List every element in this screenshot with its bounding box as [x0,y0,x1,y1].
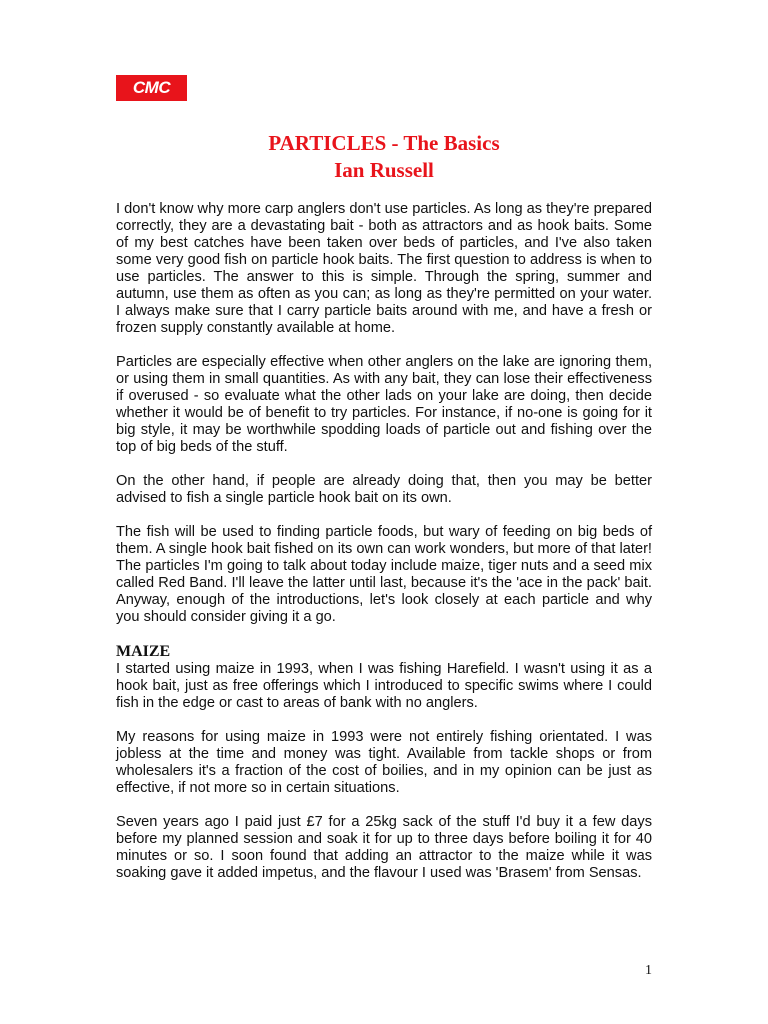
article-author: Ian Russell [334,158,434,182]
paragraph: Seven years ago I paid just £7 for a 25kg sack of the stuff I'd buy it a few days before my planned session and soak it for up to three days before boiling it for 40 minutes or so. I soon found that adding an attractor to the maize while it was soaking gave it added impetus, and the flavour I used was 'Brasem' from Sensas. [116,814,652,881]
paragraph: The fish will be used to finding particle foods, but wary of feeding on big beds of them. A single hook bait fished on its own can work wonders, but more of that later! The particles I'm going to talk about today include maize, tiger nuts and a seed mix called Red Band. I'll leave the latter until last, because it's the 'ace in the pack' bait. Anyway, enough of the introductions, let's look closely at each particle and why you should consider giving it a go. [116,524,652,625]
paragraph: I don't know why more carp anglers don't use particles. As long as they're prepared correctly, they are a devastating bait - both as attractors and as hook baits. Some of my best catches have been taken over beds of particles, and I've also taken some very good fish on particle hook baits. The first question to address is when to use particles. The answer to this is simple. Through the spring, summer and autumn, use them as often as you can; as long as they're permitted on your water. I always make sure that I carry particle baits around with me, and have a fresh or frozen supply constantly available at home. [116,201,652,336]
logo-text: CMC [132,78,171,97]
article-title: PARTICLES - The Basics [268,131,500,155]
cmc-logo [116,75,187,101]
article-body [116,201,652,882]
paragraph: Particles are especially effective when other anglers on the lake are ignoring them, or using them in small quantities. As with any bait, they can lose their effectiveness if overused - so evaluate what the other lads on your lake are doing, then decide whether it would be of benefit to try particles. For instance, if no-one is going for it big style, it may be worthwhile spodding loads of particle out and fishing over the top of big beds of the stuff. [116,354,652,455]
paragraph: I started using maize in 1993, when I was fishing Harefield. I wasn't using it as a hook bait, just as free offerings which I introduced to specific swims where I could fish in the edge or cast to areas of bank with no anglers. [116,661,652,711]
section-heading-maize: MAIZE [116,643,171,660]
paragraph: My reasons for using maize in 1993 were not entirely fishing orientated. I was jobless at the time and money was tight. Available from tackle shops or from wholesalers it's a fraction of the cost of boilies, and in my opinion can be just as effective, if not more so in certain situations. [116,729,652,796]
paragraph: On the other hand, if people are already doing that, then you may be better advised to fish a single particle hook bait on its own. [116,473,652,506]
page-number: 1 [645,963,652,978]
